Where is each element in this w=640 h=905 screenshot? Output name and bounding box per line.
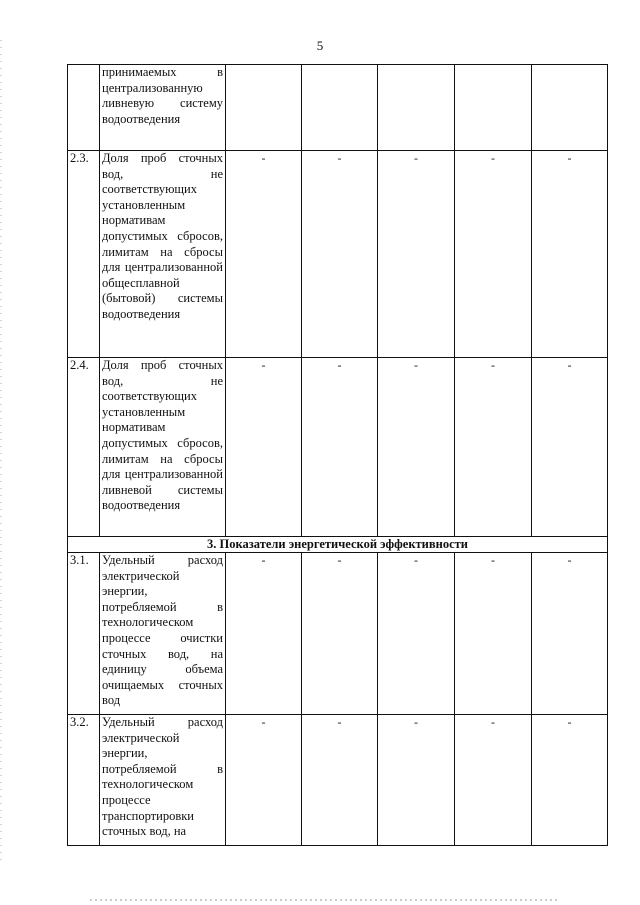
row-number: 2.3. (68, 151, 100, 358)
row-value: - (302, 151, 378, 358)
row-value: - (532, 358, 608, 537)
table-row (68, 65, 608, 151)
row-value: - (302, 358, 378, 537)
row-number: 3.1. (68, 553, 100, 715)
section-title: 3. Показатели энергетической эффективности (68, 537, 608, 553)
row-value: - (226, 358, 302, 537)
row-value: - (378, 553, 455, 715)
row-value: - (378, 151, 455, 358)
row-value (455, 65, 532, 151)
table-row (68, 553, 608, 715)
table-row (68, 358, 608, 537)
row-number: 2.4. (68, 358, 100, 537)
table-row (68, 715, 608, 846)
row-value: - (532, 553, 608, 715)
row-value (226, 65, 302, 151)
row-value: - (378, 715, 455, 846)
row-value (302, 65, 378, 151)
page-number: 5 (316, 38, 324, 53)
row-value: - (455, 151, 532, 358)
indicators-table (67, 64, 608, 846)
row-number (68, 65, 100, 151)
row-description: Доля проб сточных вод, не соответствующих установленным нормативам допустимых сбросов, лимитам на сбросы для централизованной общесплавной (бытовой) системы водоотведения (100, 151, 226, 358)
row-description: Удельный расход электрической энергии, потребляемой в технологическом процессе транспортировки сточных вод, на (100, 715, 226, 846)
row-description: Удельный расход электрической энергии, потребляемой в технологическом процессе очистки сточных вод, на единицу объема очищаемых сточных вод (100, 553, 226, 715)
row-value: - (378, 358, 455, 537)
row-value: - (455, 715, 532, 846)
row-value: - (226, 715, 302, 846)
row-value: - (226, 553, 302, 715)
row-value: - (532, 151, 608, 358)
row-number: 3.2. (68, 715, 100, 846)
row-value (378, 65, 455, 151)
row-description: принимаемых в централизованную ливневую систему водоотведения (100, 65, 226, 151)
table-row (68, 151, 608, 358)
row-value: - (302, 553, 378, 715)
section-header-row (68, 537, 608, 553)
row-description: Доля проб сточных вод, не соответствующих установленным нормативам допустимых сбросов, лимитам на сбросы для централизованной ливневой системы водоотведения (100, 358, 226, 537)
row-value: - (302, 715, 378, 846)
row-value: - (455, 553, 532, 715)
row-value: - (226, 151, 302, 358)
row-value: - (532, 715, 608, 846)
row-value: - (455, 358, 532, 537)
row-value (532, 65, 608, 151)
